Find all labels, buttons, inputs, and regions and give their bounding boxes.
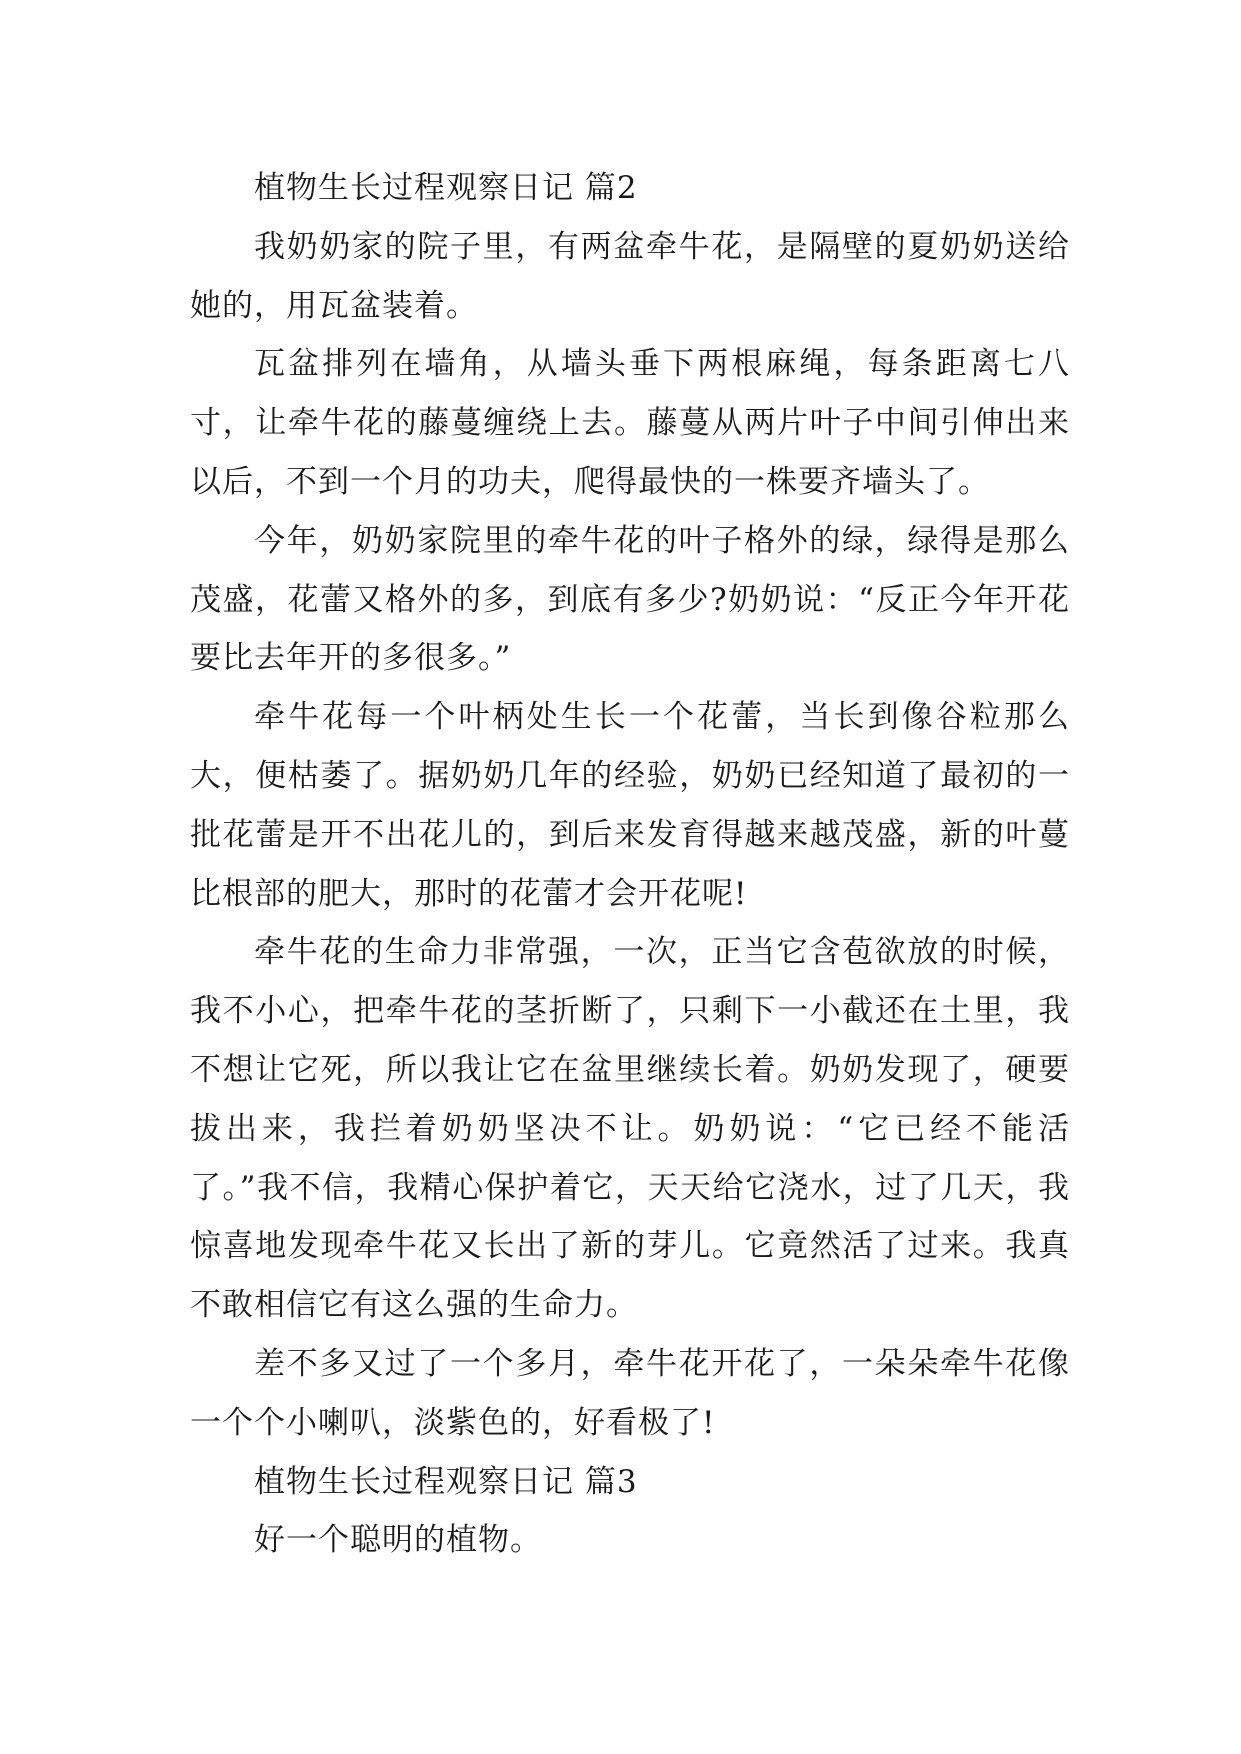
paragraph: 我奶奶家的院子里，有两盆牵牛花，是隔壁的夏奶奶送给她的，用瓦盆装着。	[190, 228, 1070, 324]
paragraph: 牵牛花每一个叶柄处生长一个花蕾，当长到像谷粒那么大，便枯萎了。据奶奶几年的经验，奶奶已经知道了最初的一批花蕾是开不出花儿的，到后来发育得越来越茂盛，新的叶蔓比根部的肥大，那时的花蕾才会开花呢!	[190, 699, 1070, 912]
paragraph: 瓦盆排列在墙角，从墙头垂下两根麻绳，每条距离七八寸，让牵牛花的藤蔓缠绕上去。藤蔓从两片叶子中间引伸出来以后，不到一个月的功夫，爬得最快的一株要齐墙头了。	[190, 346, 1070, 500]
section-heading-2: 植物生长过程观察日记 篇2	[254, 170, 638, 206]
document-body	[190, 159, 1070, 1570]
paragraph: 好一个聪明的植物。	[254, 1522, 542, 1559]
section-heading-3: 植物生长过程观察日记 篇3	[254, 1463, 638, 1500]
paragraph: 今年，奶奶家院里的牵牛花的叶子格外的绿，绿得是那么茂盛，花蕾又格外的多，到底有多少?奶奶说：“反正今年开花要比去年开的多很多。”	[190, 522, 1070, 677]
paragraph: 牵牛花的生命力非常强，一次，正当它含苞欲放的时候，我不小心，把牵牛花的茎折断了，只剩下一小截还在土里，我不想让它死，所以我让它在盆里继续长着。奶奶发现了，硬要拔出来，我拦着奶奶坚决不让。奶奶说：“它已经不能活了。”我不信，我精心保护着它，天天给它浇水，过了几天，我惊喜地发现牵牛花又长出了新的芽儿。它竟然活了过来。我真不敢相信它有这么强的生命力。	[190, 934, 1070, 1324]
paragraph: 差不多又过了一个多月，牵牛花开花了，一朵朵牵牛花像一个个小喇叭，淡紫色的，好看极了!	[190, 1345, 1070, 1441]
